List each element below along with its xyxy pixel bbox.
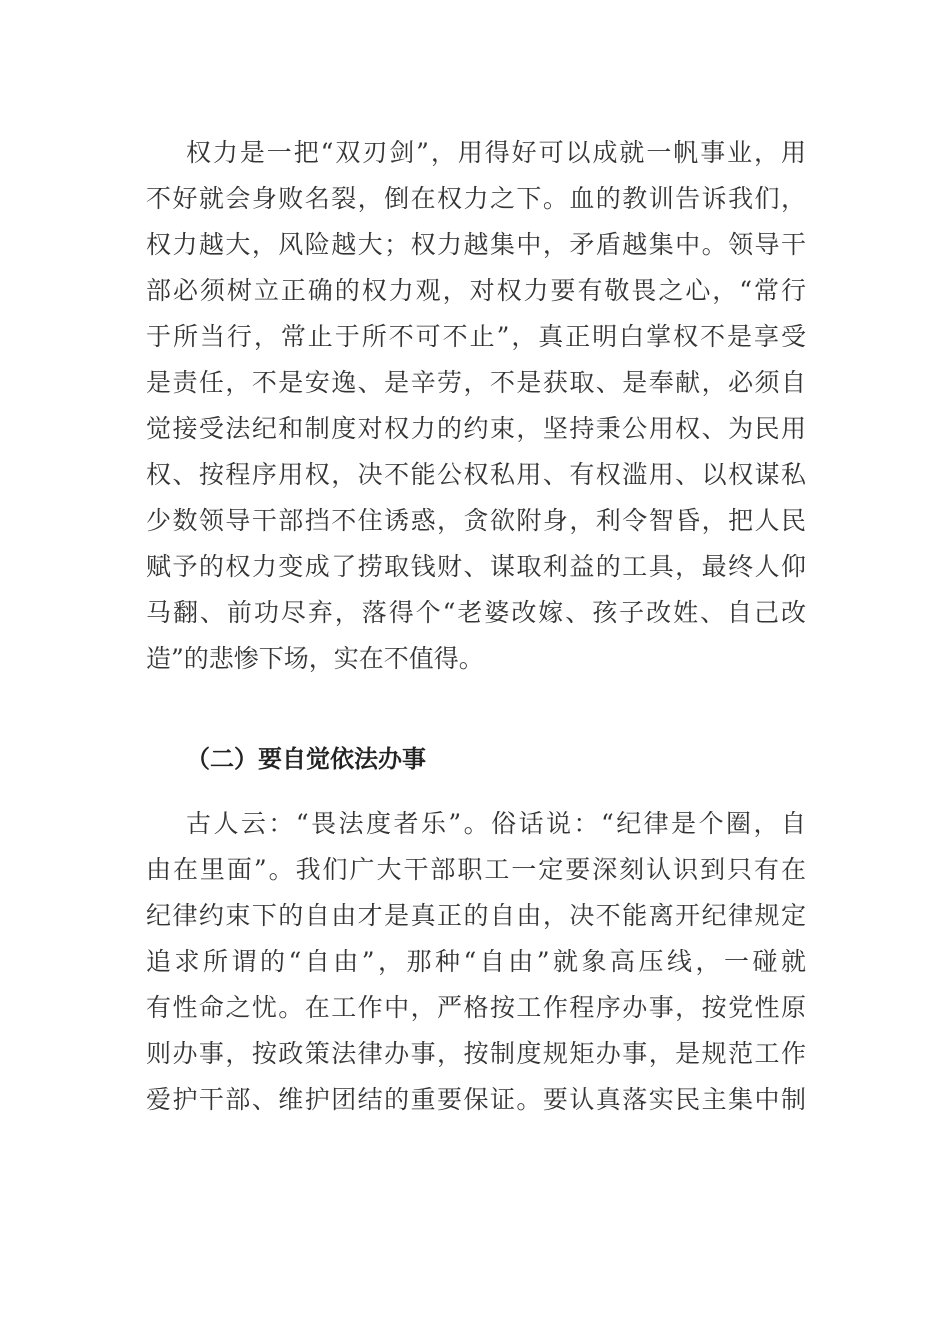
paragraph-line: 不好就会身败名裂，倒在权力之下。血的教训告诉我们， (146, 184, 806, 213)
section-heading: （二）要自觉依法办事 (186, 745, 426, 773)
paragraph-line: 是责任，不是安逸、是辛劳，不是获取、是奉献，必须自 (146, 368, 806, 397)
paragraph-line: 有性命之忧。在工作中，严格按工作程序办事，按党性原 (146, 993, 806, 1022)
paragraph-law (146, 801, 806, 1123)
paragraph-line: 权力是一把“双刃剑”，用得好可以成就一帆事业，用 (186, 138, 806, 167)
paragraph-line: 权、按程序用权，决不能公权私用、有权滥用、以权谋私 (146, 460, 806, 489)
paragraph-line: 爱护干部、维护团结的重要保证。要认真落实民主集中制 (146, 1085, 806, 1114)
paragraph-line: 于所当行，常止于所不可不止”，真正明白掌权不是享受 (146, 322, 806, 351)
paragraph-line: 赋予的权力变成了捞取钱财、谋取利益的工具，最终人仰 (146, 552, 806, 581)
paragraph-line: 觉接受法纪和制度对权力的约束，坚持秉公用权、为民用 (146, 414, 806, 443)
paragraph-line: 马翻、前功尽弃，落得个“老婆改嫁、孩子改姓、自己改 (146, 598, 806, 627)
paragraph-line: 由在里面”。我们广大干部职工一定要深刻认识到只有在 (146, 855, 806, 884)
paragraph-line: 造”的悲惨下场，实在不值得。 (146, 644, 484, 673)
paragraph-line: 则办事，按政策法律办事，按制度规矩办事，是规范工作 (146, 1039, 806, 1068)
paragraph-line: 权力越大，风险越大；权力越集中，矛盾越集中。领导干 (146, 230, 806, 259)
paragraph-power (146, 130, 806, 682)
paragraph-line: 古人云：“畏法度者乐”。俗话说：“纪律是个圈，自 (186, 809, 806, 838)
paragraph-line: 追求所谓的“自由”，那种“自由”就象高压线，一碰就 (146, 947, 806, 976)
paragraph-line: 少数领导干部挡不住诱惑，贪欲附身，利令智昏，把人民 (146, 506, 806, 535)
paragraph-line: 部必须树立正确的权力观，对权力要有敬畏之心，“常行 (146, 276, 806, 305)
paragraph-line: 纪律约束下的自由才是真正的自由，决不能离开纪律规定 (146, 901, 806, 930)
